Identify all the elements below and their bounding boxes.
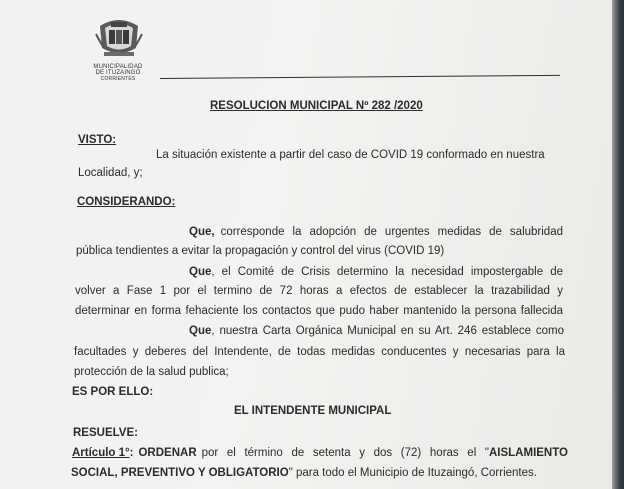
articulo-1-label: Artículo 1° bbox=[72, 447, 130, 459]
que-lead-2: Que bbox=[189, 266, 212, 278]
articulo-1-line-2 bbox=[71, 467, 537, 479]
considerando-p3-line-2: facultades y deberes del Intendente, de todas medidas conducentes y necesarias para la bbox=[74, 346, 565, 358]
p2-line-1-text: , el Comité de Crisis determino la necesidad impostergable de bbox=[211, 266, 563, 278]
municipality-name bbox=[78, 64, 158, 82]
considerando-p3-line-1 bbox=[189, 325, 564, 337]
articulo-1-line-1 bbox=[72, 447, 568, 459]
municipality-line-1: MUNICIPALIDAD bbox=[93, 64, 143, 70]
considerando-heading: CONSIDERANDO: bbox=[77, 196, 176, 208]
que-lead-3: Que bbox=[189, 325, 212, 337]
intendente-heading: EL INTENDENTE MUNICIPAL bbox=[234, 405, 392, 417]
considerando-p3-line-3: protección de la salud publica; bbox=[74, 366, 229, 378]
resolution-title: RESOLUCION MUNICIPAL Nº 282 /2020 bbox=[210, 100, 423, 112]
municipal-coat-of-arms-logo bbox=[94, 12, 144, 60]
articulo-1-measure-name: SOCIAL, PREVENTIVO Y OBLIGATORIO bbox=[71, 467, 289, 479]
articulo-1-colon: : bbox=[129, 447, 134, 459]
articulo-1-text-1: por el término de setenta y dos (72) horas el " bbox=[201, 447, 489, 459]
resuelve-heading: RESUELVE: bbox=[73, 427, 138, 439]
considerando-p1-line-2: pública tendientes a evitar la propagación y control del virus (COVID 19) bbox=[76, 245, 445, 257]
header-divider bbox=[160, 75, 560, 79]
municipality-line-2: DE ITUZAINGÓ bbox=[95, 70, 141, 76]
p1-line-1-text: corresponde la adopción de urgentes medidas de salubridad bbox=[220, 226, 563, 238]
visto-line-1: La situación existente a partir del caso de COVID 19 conformado en nuestra bbox=[156, 149, 545, 161]
p3-line-1-text: , nuestra Carta Orgánica Municipal en su Art. 246 establece como bbox=[211, 325, 564, 337]
considerando-p1-line-1 bbox=[189, 226, 563, 238]
visto-heading: VISTO: bbox=[78, 134, 117, 146]
visto-line-2: Localidad, y; bbox=[78, 167, 143, 179]
considerando-p2-line-3: determinar en forma fehaciente los contactos que pudo haber mantenido la persona fallecida bbox=[75, 305, 563, 317]
que-lead-1: Que, bbox=[189, 226, 215, 238]
background-edge bbox=[612, 0, 624, 489]
articulo-1-text-2: " para todo el Municipio de Ituzaingó, Corrientes. bbox=[288, 467, 537, 479]
municipality-line-3: CORRIENTES bbox=[100, 76, 136, 82]
es-por-ello: ES POR ELLO: bbox=[72, 386, 154, 398]
considerando-p2-line-2: volver a Fase 1 por el termino de 72 horas a efectos de establecer la trazabilidad y bbox=[75, 285, 563, 297]
considerando-p2-line-1 bbox=[189, 266, 563, 278]
articulo-1-aislamiento: AISLAMIENTO bbox=[488, 447, 568, 459]
articulo-1-ordenar: ORDENAR bbox=[138, 447, 197, 459]
